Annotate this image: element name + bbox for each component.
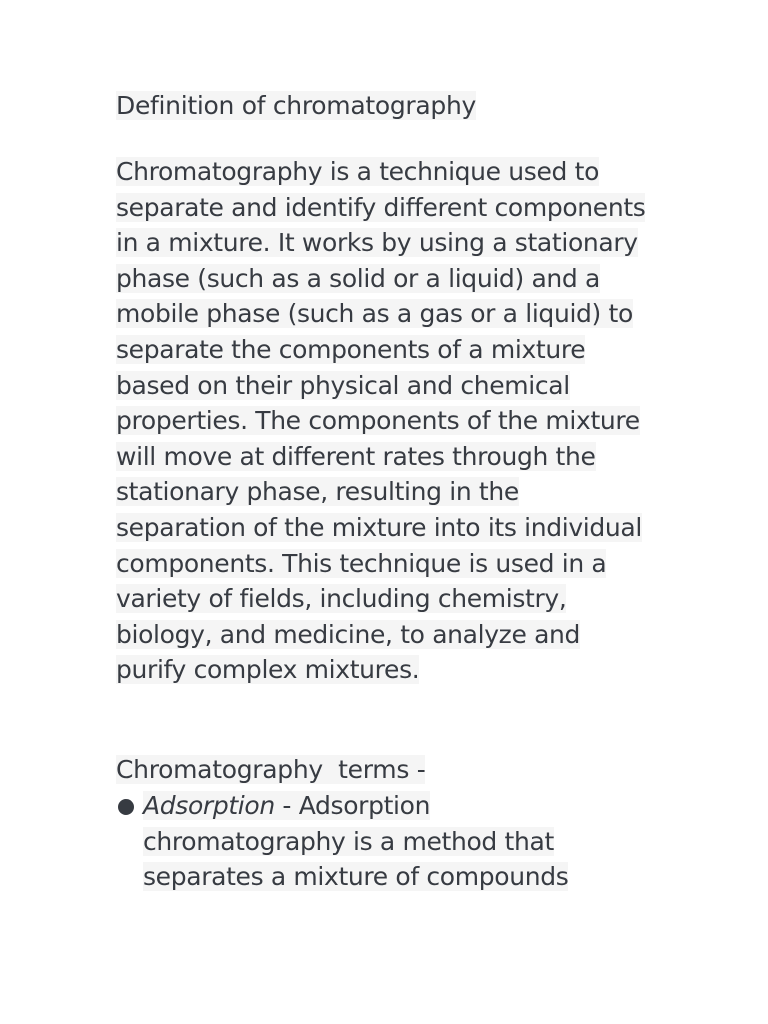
term-entry: [143, 791, 568, 891]
terms-heading: [116, 752, 656, 788]
definition-paragraph: [116, 154, 656, 688]
page-title-text: Definition of chromatography: [116, 91, 477, 120]
terms-list: [116, 788, 656, 895]
definition-text: Chromatography is a technique used to separate and identify different components in a mixture. It works by using a stationary phase (such as a solid or a liquid) and a mobile phase (such as a gas or a liquid) to separate the components of a mixture based on their physical and chemical properties. The components of the mixture will move at different rates through the stationary phase, resulting in the separation of the mixture into its individual components. This technique is used in a variety of fields, including chemistry, biology, and medicine, to analyze and purify complex mixtures.: [116, 157, 646, 685]
terms-heading-text: Chromatography terms -: [116, 754, 426, 784]
term-separator: -: [274, 790, 299, 820]
list-item: [116, 788, 583, 895]
term-name: Adsorption: [143, 790, 275, 820]
bullet-icon: [118, 799, 134, 815]
page-title: [116, 88, 656, 124]
term-description: Adsorption chromatography is a method that separates a mixture of compounds: [143, 790, 569, 892]
document-page: [116, 88, 656, 895]
